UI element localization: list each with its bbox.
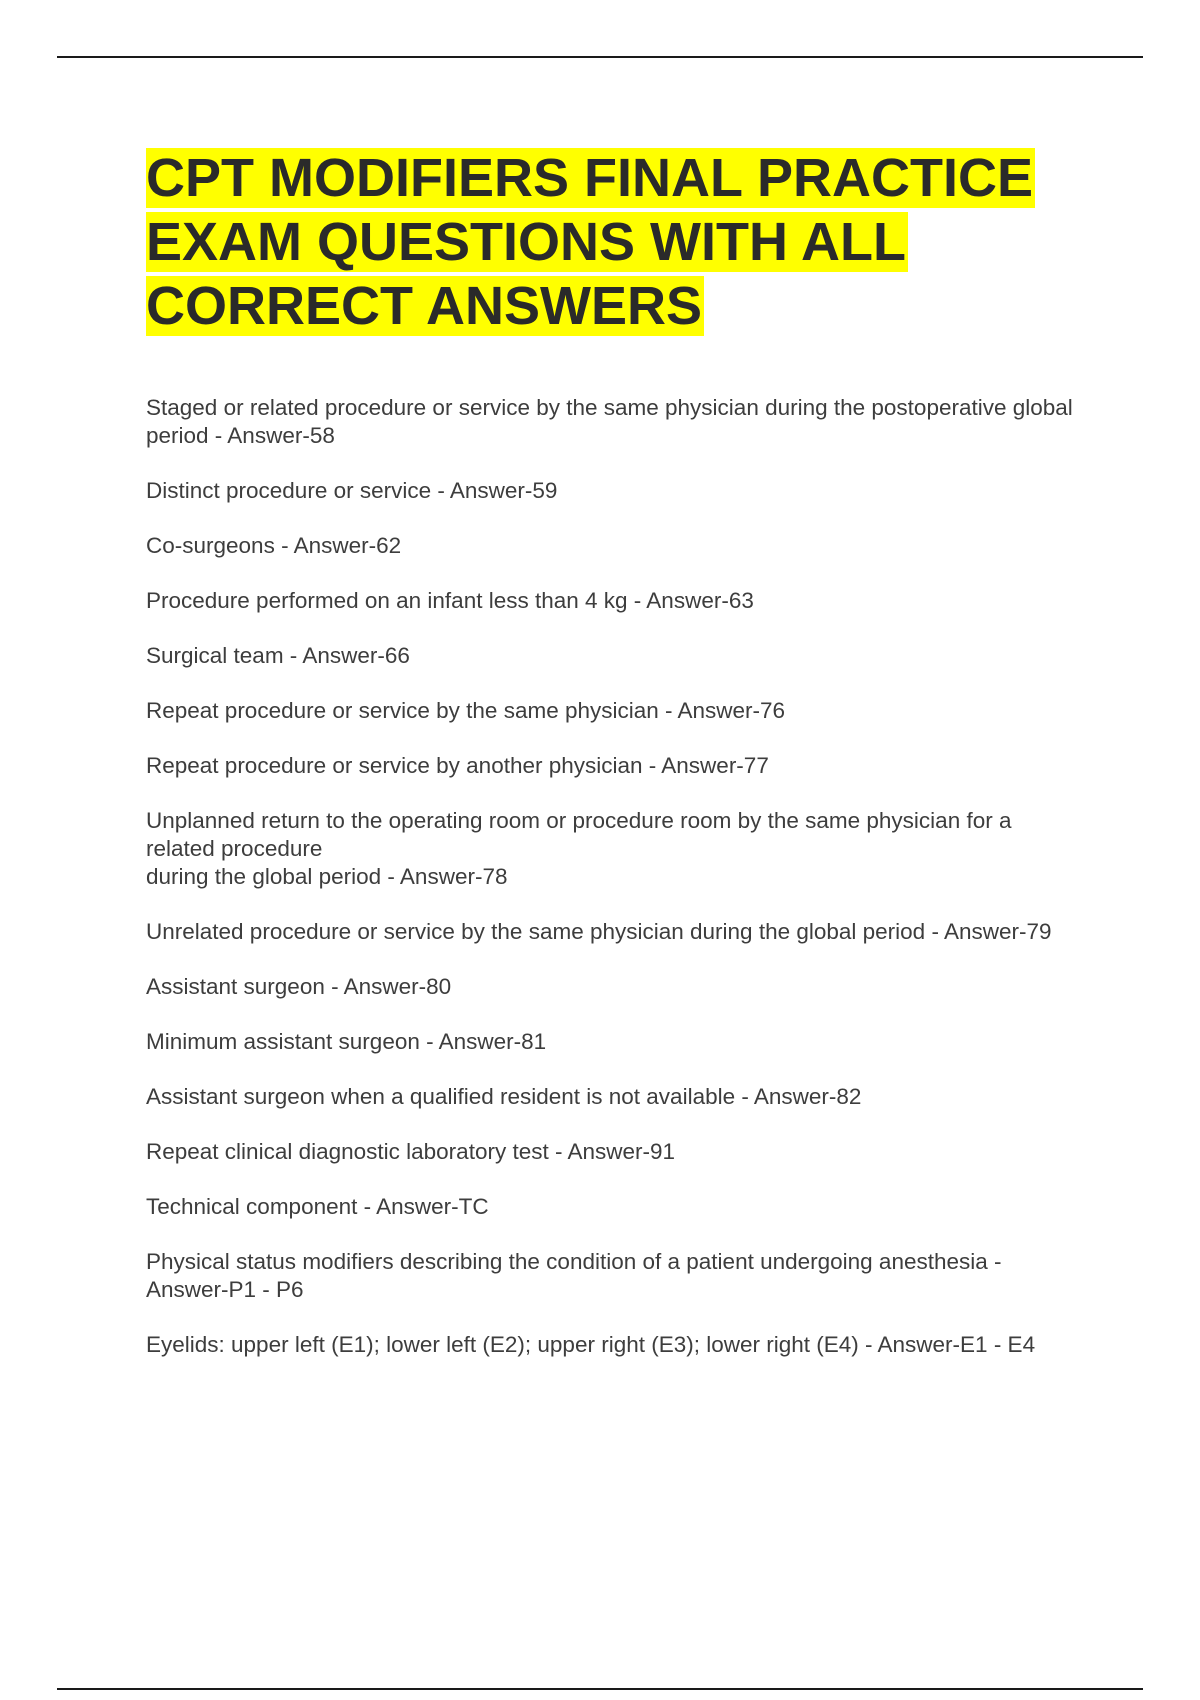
list-item: Distinct procedure or service - Answer-59 [146, 478, 558, 503]
title-highlight: CPT MODIFIERS FINAL PRACTICE EXAM QUESTIONS WITH ALL CORRECT ANSWERS [146, 148, 1034, 336]
list-item: Unplanned return to the operating room or procedure room by the same physician for a related procedure during the global period - Answer-78 [146, 808, 1012, 889]
list-item: Surgical team - Answer-66 [146, 643, 410, 668]
list-item: Unrelated procedure or service by the same physician during the global period - Answer-79 [146, 919, 1052, 944]
list-item: Repeat clinical diagnostic laboratory test - Answer-91 [146, 1139, 676, 1164]
list-item: Minimum assistant surgeon - Answer-81 [146, 1029, 547, 1054]
document-title [146, 146, 1086, 338]
list-item: Assistant surgeon when a qualified resident is not available - Answer-82 [146, 1084, 862, 1109]
list-item: Staged or related procedure or service by the same physician during the postoperative global period - Answer-58 [146, 395, 1073, 448]
list-item: Technical component - Answer-TC [146, 1194, 489, 1219]
list-item: Co-surgeons - Answer-62 [146, 533, 402, 558]
list-item: Eyelids: upper left (E1); lower left (E2); upper right (E3); lower right (E4) - Answer-E1 - E4 [146, 1332, 1036, 1357]
list-item: Procedure performed on an infant less than 4 kg - Answer-63 [146, 588, 754, 613]
top-rule [57, 56, 1143, 58]
bottom-rule [57, 1688, 1143, 1690]
list-item: Repeat procedure or service by another physician - Answer-77 [146, 753, 769, 778]
list-item: Physical status modifiers describing the condition of a patient undergoing anesthesia - Answer-P1 - P6 [146, 1249, 1002, 1302]
list-item: Assistant surgeon - Answer-80 [146, 974, 452, 999]
qa-list [146, 394, 1086, 1386]
list-item: Repeat procedure or service by the same physician - Answer-76 [146, 698, 786, 723]
